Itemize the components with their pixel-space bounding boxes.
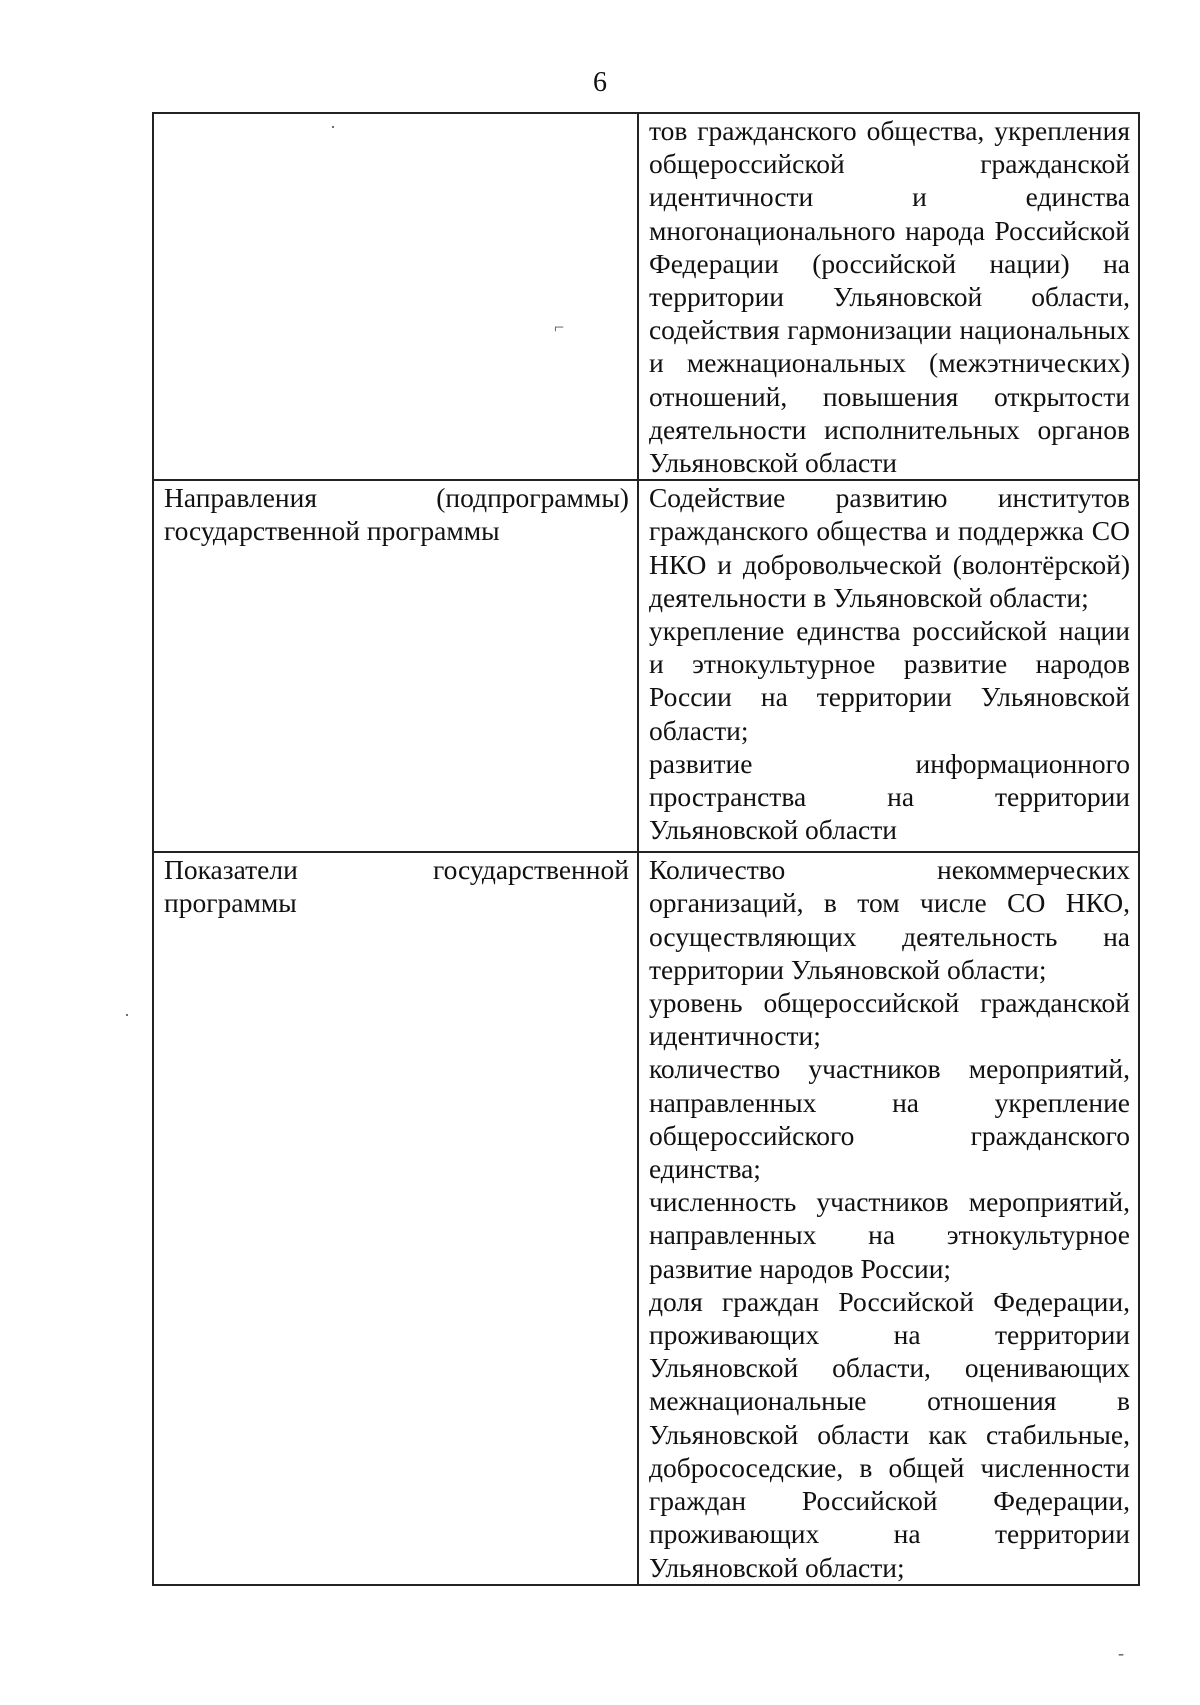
row-value-cell xyxy=(638,113,1139,480)
row-value-directions xyxy=(638,480,1139,852)
row-label-indicators: Показатели государственной программы xyxy=(153,852,638,1584)
scan-speck: · xyxy=(330,117,336,137)
indicator-item: численность участников мероприятий, направленных на этнокультурное развитие народов России; xyxy=(648,1186,1130,1284)
table-row xyxy=(153,852,1139,1584)
table-row xyxy=(153,113,1139,480)
scan-speck: - xyxy=(1118,1643,1124,1663)
row-label-directions: Направления (подпрограммы) государственной программы xyxy=(153,480,638,852)
indicator-item: Количество некоммерческих организаций, в том числе СО НКО, осуществляющих деятельность на территории Ульяновской области; xyxy=(648,854,1130,985)
program-passport-table xyxy=(152,112,1140,1586)
indicator-item: количество участников мероприятий, направленных на укрепление общероссийского гражданского единства; xyxy=(648,1053,1130,1185)
row-label-cell xyxy=(153,113,638,480)
direction-item: укрепление единства российской нации и этнокультурное развитие народов России на территории Ульяновской области; xyxy=(648,615,1130,746)
table-row xyxy=(153,480,1139,852)
page-number: 6 xyxy=(593,67,607,98)
indicator-item: доля граждан Российской Федерации, проживающих на территории Ульяновской области, оценивающих межнациональные отношения в Ульяновской области как стабильные, добрососедские, в общей численности граждан Российской Федерации, проживающих на территории Ульяновской области; xyxy=(648,1285,1130,1583)
scan-speck: · xyxy=(124,1005,130,1025)
indicator-item: уровень общероссийской гражданской идентичности; xyxy=(648,987,1130,1052)
direction-item: Содействие развитию институтов гражданского общества и поддержка СО НКО и добровольческой (волонтёрской) деятельности в Ульяновской области; xyxy=(648,482,1130,613)
scan-speck: ⌐ xyxy=(554,317,565,337)
direction-item: развитие информационного пространства на территории Ульяновской области xyxy=(648,747,1130,846)
row-value-indicators xyxy=(638,852,1139,1584)
goal-text-continuation: тов гражданского общества, укрепления общероссийской гражданской идентичности и единства многонационального народа Российской Федерации (российской нации) на территории Ульяновской области, содействия гармонизации национальных и межнациональных (межэтнических) отношений, повышения открытости деятельности исполнительных органов Ульяновской области xyxy=(648,115,1130,479)
